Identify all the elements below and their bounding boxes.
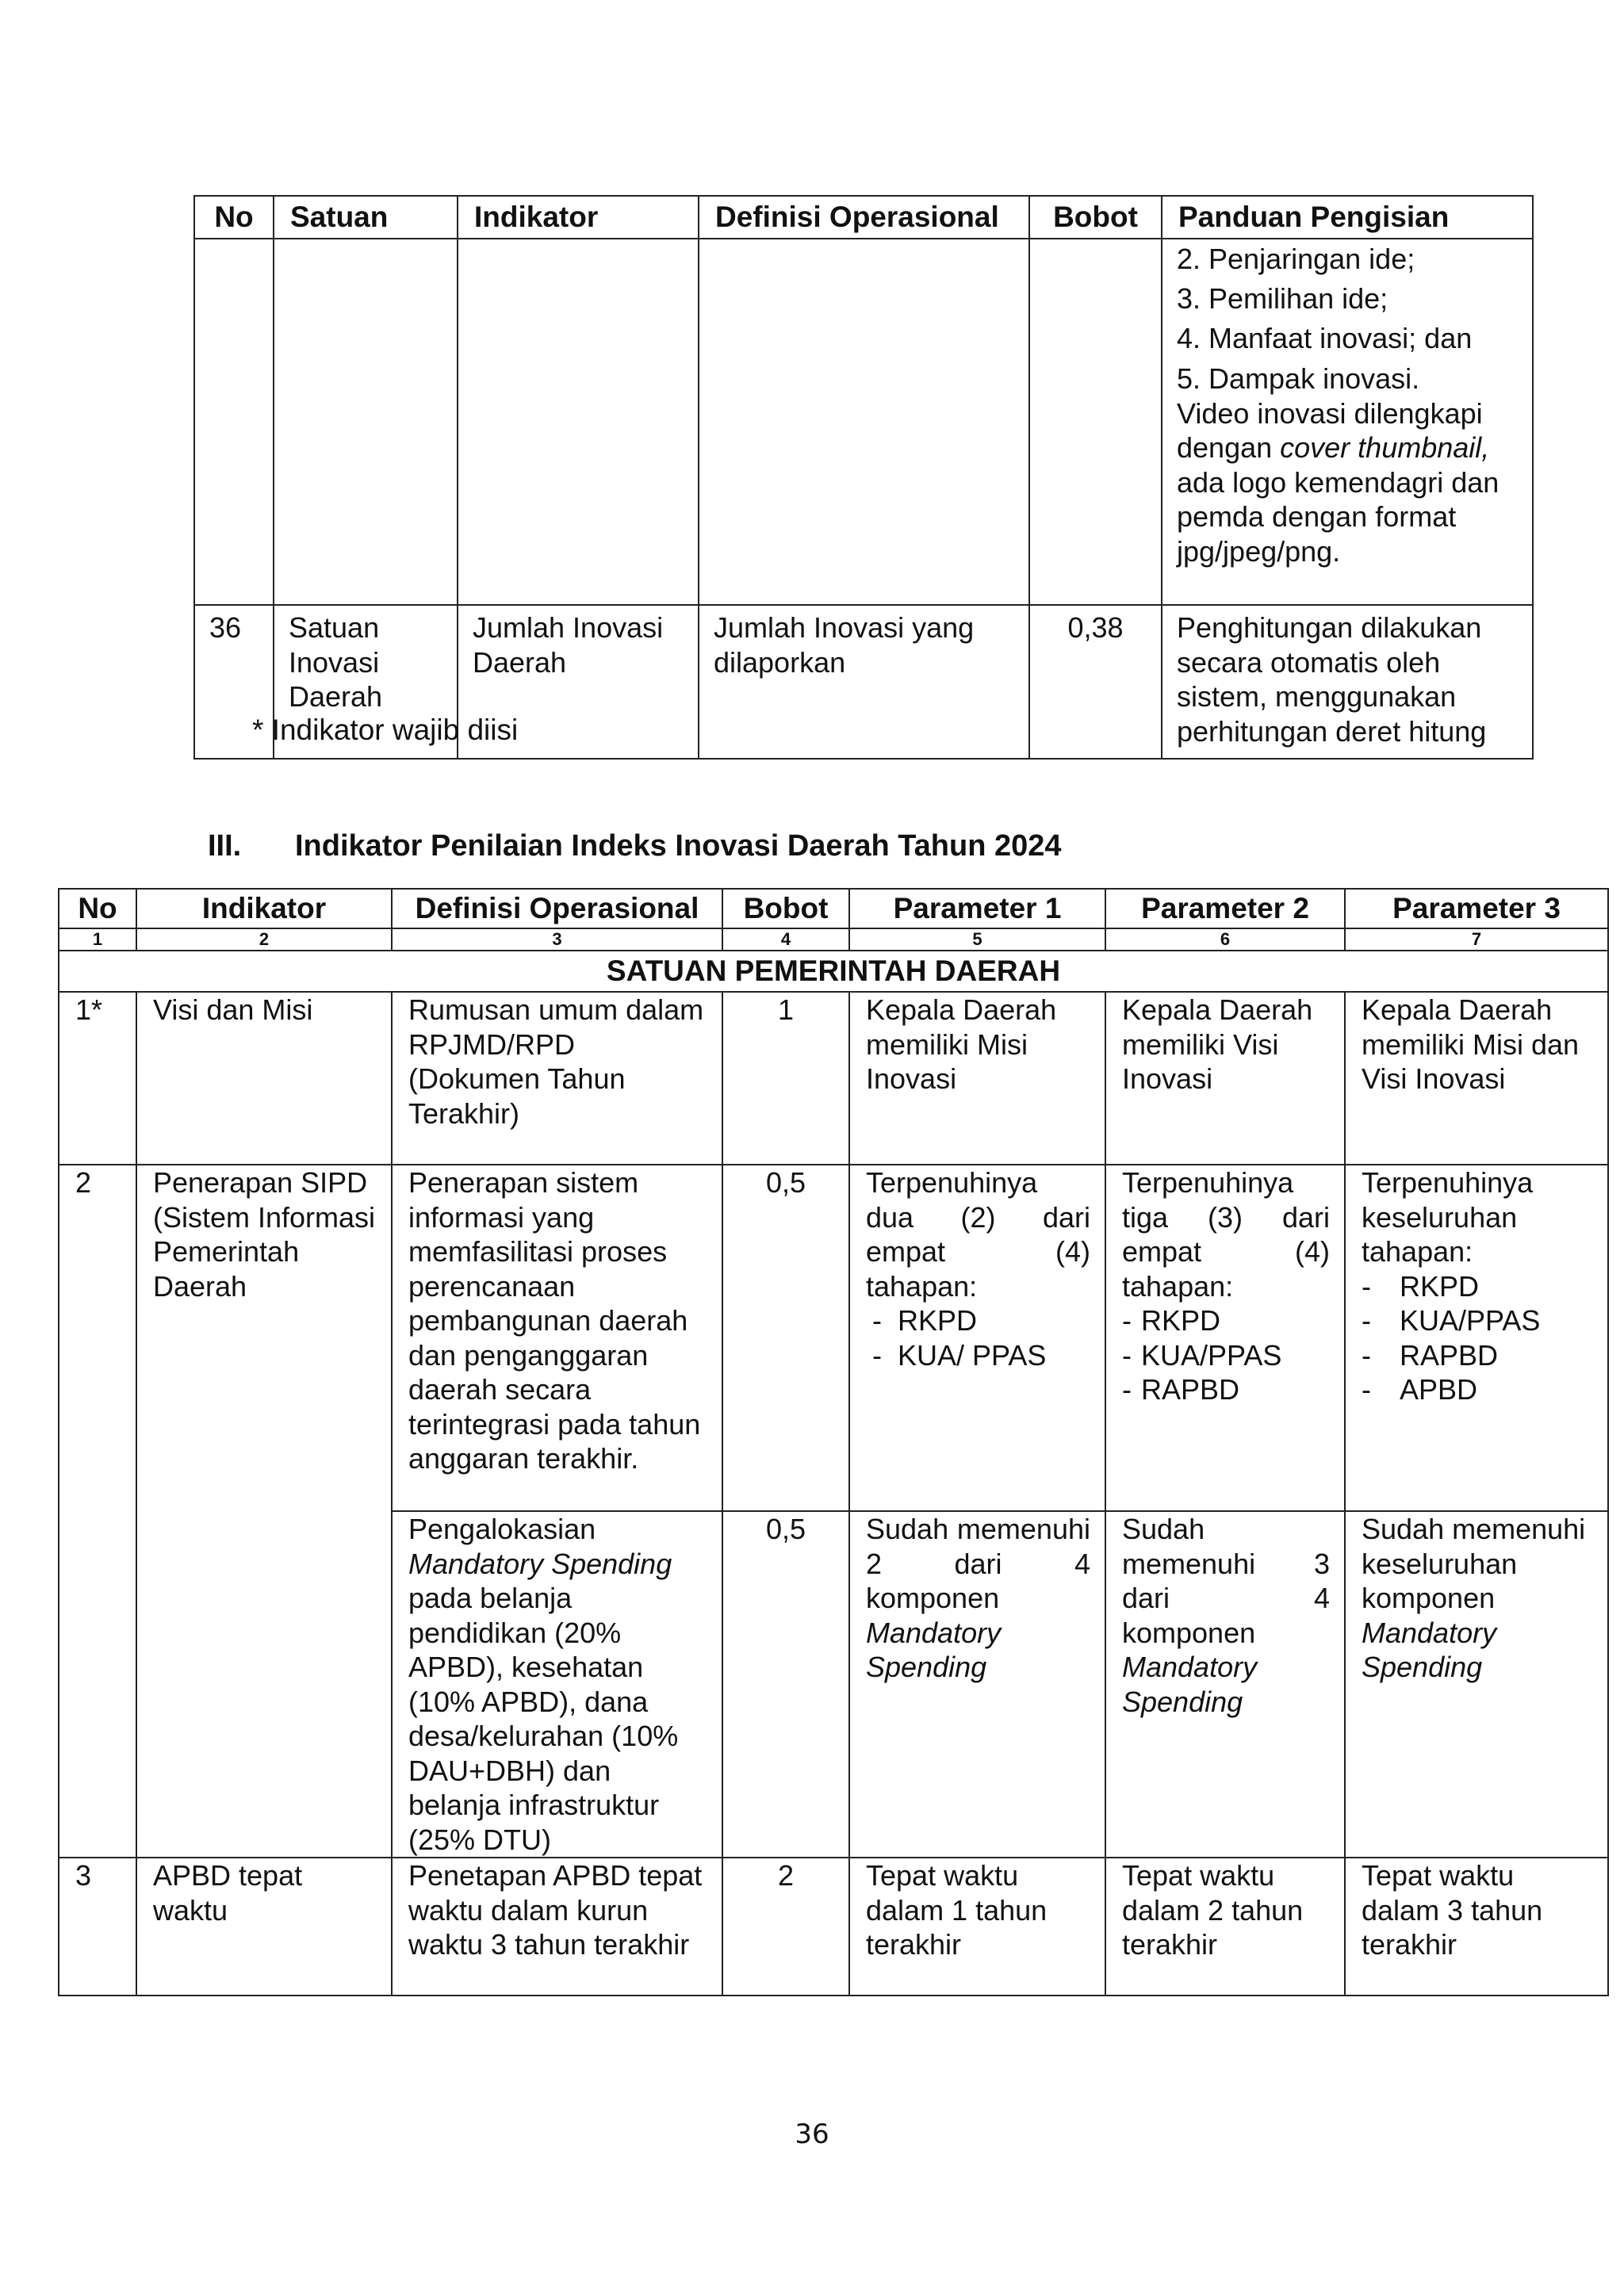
header-parameter-1: Parameter 1 — [849, 889, 1105, 928]
cell-definisi: Pengalokasian Mandatory Spending pada belanja pendidikan (20% APBD), kesehatan (10% APBD), dana desa/kelurahan (10% DAU+DBH) dan belanja infrastruktur (25% DTU) — [392, 1511, 722, 1858]
cell-indikator: APBD tepat waktu — [136, 1858, 392, 1996]
guide-item: 2. Penjaringan ide; — [1177, 243, 1415, 275]
parameter-text: Terpenuhinya tiga (3) dari empat (4) tahapan: — [1122, 1166, 1330, 1303]
cell-bobot: 2 — [722, 1858, 849, 1996]
header-indikator: Indikator — [458, 196, 699, 239]
cell-no: 36 — [194, 605, 274, 759]
list-item: - RAPBD — [1122, 1373, 1240, 1406]
header-definisi: Definisi Operasional — [699, 196, 1029, 239]
list-item: - KUA/PPAS — [1362, 1304, 1541, 1337]
column-number-row — [59, 928, 1608, 951]
cell-parameter-3: Tepat waktu dalam 3 tahun terakhir — [1345, 1858, 1608, 1996]
header-indikator: Indikator — [136, 889, 392, 928]
parameter-text: Terpenuhinya keseluruhan tahapan: — [1362, 1166, 1534, 1268]
cell-panduan: Penghitungan dilakukan secara otomatis oleh sistem, menggunakan perhitungan deret hitung — [1162, 605, 1533, 759]
cell-parameter-2: Tepat waktu dalam 2 tahun terakhir — [1105, 1858, 1345, 1996]
table-row — [194, 239, 1533, 605]
table-row — [59, 1165, 1608, 1511]
header-panduan: Panduan Pengisian — [1162, 196, 1533, 239]
cell-parameter-3 — [1345, 1165, 1608, 1511]
cell-parameter-3: Sudah memenuhi keseluruhan komponen Mandatory Spending — [1345, 1511, 1608, 1858]
parameter-text: Terpenuhinya dua (2) dari empat (4) tahapan: — [866, 1166, 1090, 1303]
cell-bobot: 0,5 — [722, 1511, 849, 1858]
cell-empty — [458, 239, 699, 605]
section-number: III. — [208, 829, 242, 863]
cell-empty — [699, 239, 1029, 605]
cell-no: 2 — [59, 1165, 136, 1858]
page-number: 36 — [795, 2118, 829, 2150]
column-number: 6 — [1105, 928, 1345, 951]
header-no: No — [194, 196, 274, 239]
guide-item: 4. Manfaat inovasi; dan — [1177, 322, 1473, 354]
cell-empty — [274, 239, 458, 605]
indicator-table — [58, 888, 1609, 1996]
list-item: - RAPBD — [1362, 1338, 1499, 1372]
header-satuan: Satuan — [274, 196, 458, 239]
section-heading — [208, 829, 1062, 863]
table-header-row — [59, 889, 1608, 928]
cell-satuan: Satuan Inovasi Daerah — [274, 605, 458, 759]
cell-definisi: Jumlah Inovasi yang dilaporkan — [699, 605, 1029, 759]
table-row — [59, 992, 1608, 1165]
header-definisi: Definisi Operasional — [392, 889, 722, 928]
table-header-row — [194, 196, 1533, 239]
list-item: - RKPD — [872, 1304, 978, 1337]
column-number: 2 — [136, 928, 392, 951]
cell-parameter-2 — [1105, 1165, 1345, 1511]
list-item: - KUA/PPAS — [1122, 1338, 1282, 1372]
footnote: * Indikator wajib diisi — [252, 714, 519, 746]
column-number: 5 — [849, 928, 1105, 951]
header-parameter-3: Parameter 3 — [1345, 889, 1608, 928]
cell-empty — [194, 239, 274, 605]
cell-parameter-1: Sudah memenuhi 2 dari 4 komponen Mandatory Spending — [849, 1511, 1105, 1858]
table-row — [59, 1858, 1608, 1996]
cell-parameter-2: Kepala Daerah memiliki Visi Inovasi — [1105, 992, 1345, 1165]
guide-note: Video inovasi dilengkapi dengan cover thumbnail, ada logo kemendagri dan pemda dengan format jpg/jpeg/png. — [1177, 396, 1500, 568]
cell-indikator: Visi dan Misi — [136, 992, 392, 1165]
list-item: - KUA/ PPAS — [872, 1338, 1047, 1372]
column-number: 1 — [59, 928, 136, 951]
cell-definisi: Rumusan umum dalam RPJMD/RPD (Dokumen Tahun Terakhir) — [392, 992, 722, 1165]
guide-item: 3. Pemilihan ide; — [1177, 282, 1388, 315]
cell-parameter-2: Sudah memenuhi 3 dari 4 komponen Mandatory Spending — [1105, 1511, 1345, 1858]
cell-bobot: 1 — [722, 992, 849, 1165]
header-no: No — [59, 889, 136, 928]
list-item: - APBD — [1362, 1373, 1478, 1406]
cell-indikator: Penerapan SIPD (Sistem Informasi Pemerintah Daerah — [136, 1165, 392, 1858]
cell-parameter-3: Kepala Daerah memiliki Misi dan Visi Inovasi — [1345, 992, 1608, 1165]
cell-parameter-1: Tepat waktu dalam 1 tahun terakhir — [849, 1858, 1105, 1996]
cell-empty — [1029, 239, 1162, 605]
section-title: Indikator Penilaian Indeks Inovasi Daerah Tahun 2024 — [295, 829, 1062, 863]
column-number: 7 — [1345, 928, 1608, 951]
header-bobot: Bobot — [722, 889, 849, 928]
header-parameter-2: Parameter 2 — [1105, 889, 1345, 928]
cell-definisi: Penetapan APBD tepat waktu dalam kurun waktu 3 tahun terakhir — [392, 1858, 722, 1996]
header-bobot: Bobot — [1029, 196, 1162, 239]
list-item: - RKPD — [1122, 1304, 1221, 1337]
cell-definisi: Penerapan sistem informasi yang memfasilitasi proses perencanaan pembangunan daerah dan penganggaran daerah secara terintegrasi pada tahun anggaran terakhir. — [392, 1165, 722, 1511]
table-continuation — [193, 195, 1534, 760]
list-item: - RKPD — [1362, 1269, 1480, 1303]
cell-no: 3 — [59, 1858, 136, 1996]
cell-bobot: 0,38 — [1029, 605, 1162, 759]
cell-indikator: Jumlah Inovasi Daerah — [458, 605, 699, 759]
cell-panduan — [1162, 239, 1533, 605]
cell-bobot: 0,5 — [722, 1165, 849, 1511]
cell-no: 1* — [59, 992, 136, 1165]
column-number: 3 — [392, 928, 722, 951]
cell-parameter-1: Kepala Daerah memiliki Misi Inovasi — [849, 992, 1105, 1165]
column-number: 4 — [722, 928, 849, 951]
section-label: SATUAN PEMERINTAH DAERAH — [59, 951, 1608, 992]
guide-item: 5. Dampak inovasi. — [1177, 362, 1420, 395]
cell-parameter-1 — [849, 1165, 1105, 1511]
section-row — [59, 951, 1608, 992]
